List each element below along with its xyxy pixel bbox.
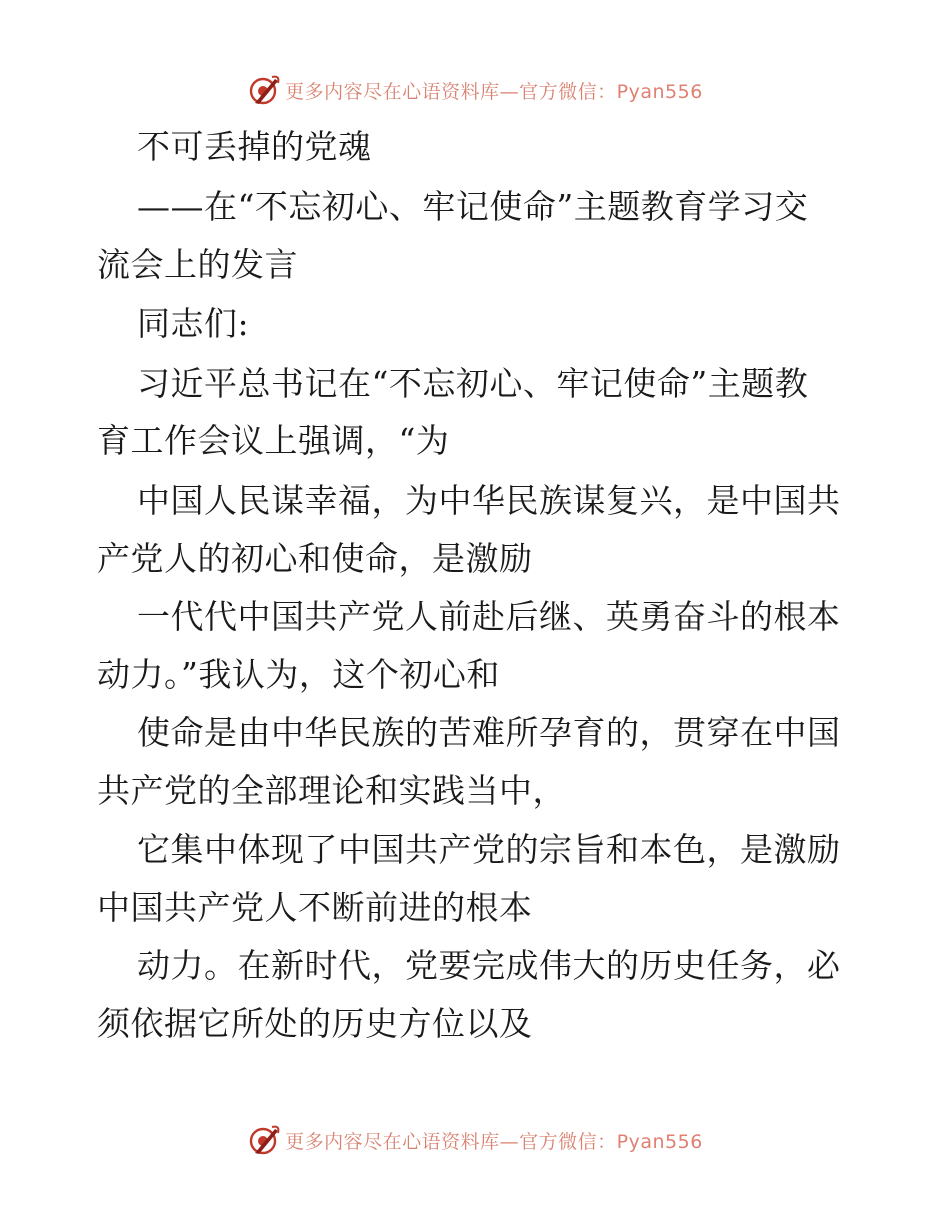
paragraph-line: 一代代中国共产党人前赴后继、英勇奋斗的根本 bbox=[137, 597, 841, 636]
document-subtitle-line1: ——在“不忘初心、牢记使命”主题教育学习交 bbox=[137, 187, 809, 226]
document-subtitle-line2: 流会上的发言 bbox=[97, 245, 298, 284]
paragraph-line: 习近平总书记在“不忘初心、牢记使命”主题教 bbox=[137, 364, 809, 403]
document-title: 不可丢掉的党魂 bbox=[137, 127, 372, 166]
paragraph-line: 动力。在新时代，党要完成伟大的历史任务，必 bbox=[137, 946, 841, 985]
paragraph-line: 产党人的初心和使命，是激励 bbox=[97, 539, 533, 578]
footer-banner-text: 更多内容尽在心语资料库—官方微信：Pyan556 bbox=[285, 1130, 703, 1153]
footer-banner bbox=[0, 1120, 950, 1160]
paragraph-line: 使命是由中华民族的苦难所孕育的，贯穿在中国 bbox=[137, 713, 841, 752]
paragraph-line: 它集中体现了中国共产党的宗旨和本色，是激励 bbox=[137, 830, 841, 869]
salutation: 同志们: bbox=[137, 304, 250, 343]
paragraph-line: 共产党的全部理论和实践当中， bbox=[97, 771, 566, 810]
header-banner bbox=[0, 70, 950, 110]
quill-logo-icon bbox=[247, 73, 281, 107]
paragraph-line: 中国人民谋幸福，为中华民族谋复兴，是中国共 bbox=[137, 481, 841, 520]
paragraph-line: 育工作会议上强调，“为 bbox=[97, 421, 450, 460]
header-wechat-id: Pyan556 bbox=[616, 80, 703, 103]
header-banner-text: 更多内容尽在心语资料库—官方微信：Pyan556 bbox=[285, 80, 703, 103]
footer-wechat-id: Pyan556 bbox=[616, 1130, 703, 1153]
paragraph-line: 中国共产党人不断前进的根本 bbox=[97, 888, 533, 927]
paragraph-line: 须依据它所处的历史方位以及 bbox=[97, 1004, 533, 1043]
paragraph-line: 动力。”我认为，这个初心和 bbox=[97, 655, 500, 694]
quill-logo-icon bbox=[247, 1123, 281, 1157]
